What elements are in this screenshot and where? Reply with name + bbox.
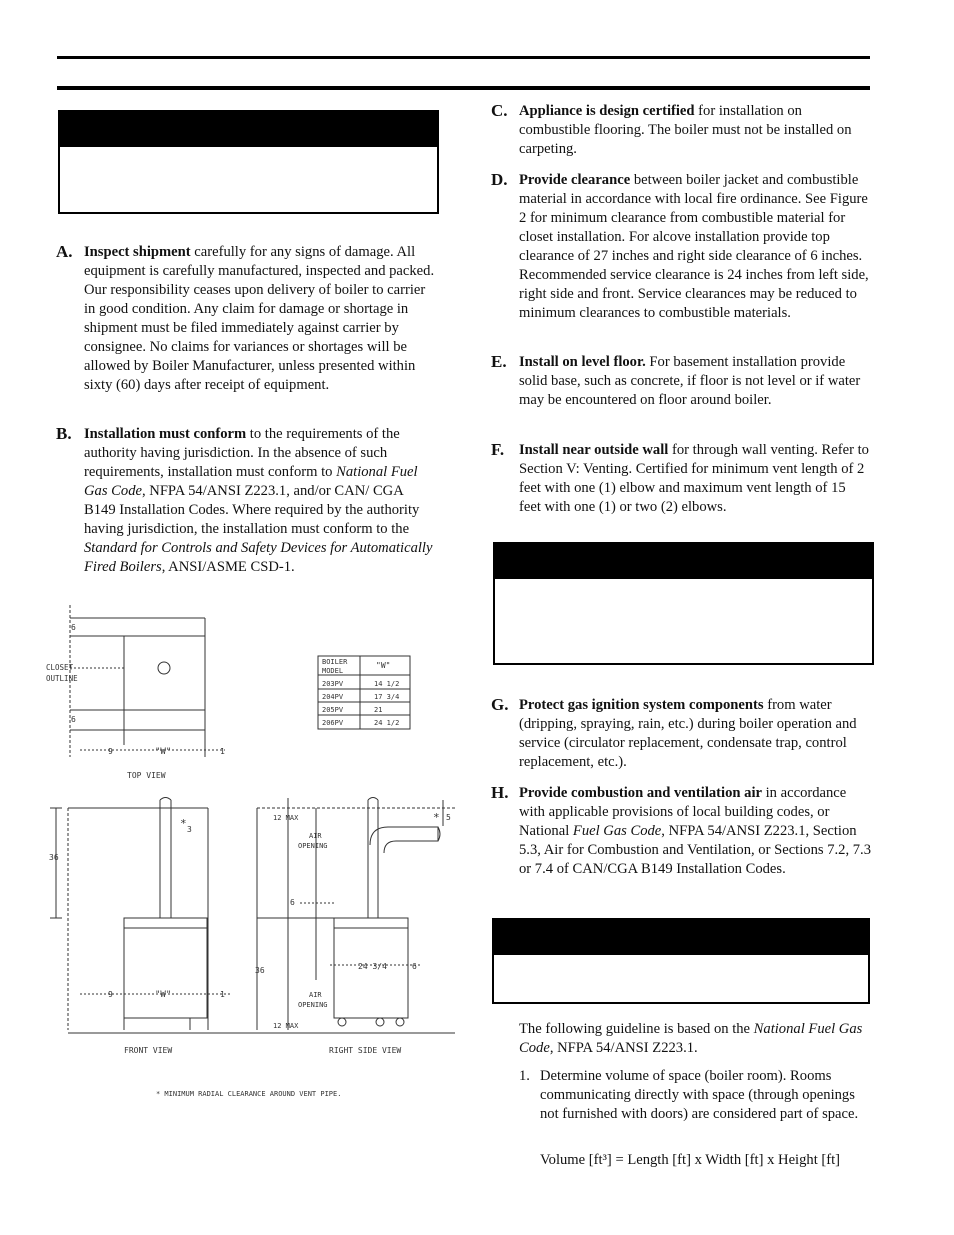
right-view-dim-6-right: 6: [412, 962, 417, 971]
right-view-dim-6-side: 6: [290, 898, 295, 907]
section-c-heading: Appliance is design certified: [519, 103, 695, 119]
table-width: 14 1/2: [374, 680, 400, 688]
section-a-heading: Inspect shipment: [84, 244, 191, 260]
section-letter: G.: [491, 695, 509, 714]
guideline-text: , NFPA 54/ANSI Z223.1.: [549, 1040, 698, 1056]
section-letter: D.: [491, 170, 508, 189]
closet-outline-label-2: OUTLINE: [46, 674, 78, 683]
figure-footnote: * MINIMUM RADIAL CLEARANCE AROUND VENT PIPE.: [156, 1090, 342, 1098]
top-view-drawing: [70, 605, 225, 757]
table-width: 17 3/4: [374, 693, 400, 701]
table-model: 205PV: [322, 706, 344, 714]
code-title: National Fuel Gas Code: [519, 1021, 863, 1056]
air-opening-bottom-line2: OPENING: [298, 1001, 328, 1009]
section-e-heading: Install on level floor.: [519, 354, 646, 370]
right-side-view-label: RIGHT SIDE VIEW: [329, 1046, 402, 1055]
front-view-w: "W": [155, 990, 172, 1000]
step-number: 1.: [519, 1068, 530, 1084]
table-header-boiler: BOILER: [322, 658, 348, 666]
closet-outline-label-1: CLOSET: [46, 663, 74, 672]
front-view-dim-36: 36: [49, 853, 59, 862]
right-view-max-12-bottom: 12 MAX: [273, 1022, 299, 1030]
table-model: 206PV: [322, 719, 344, 727]
section-letter: E.: [491, 352, 507, 371]
table-header-model: MODEL: [322, 667, 344, 675]
section-d-heading: Provide clearance: [519, 172, 631, 188]
vent-opening-circle: [158, 662, 170, 674]
front-view-star: *: [180, 817, 187, 830]
section-b-text: to the requirements of the authority having jurisdiction. In the absence of such requirements, installation must conform to: [84, 426, 400, 480]
section-f-text: for through wall venting. Refer to Section V: Venting. Certified for minimum vent length of 2 feet with one (1) elbow and maximum vent length of 15 feet with one (1) or two (2) elbows.: [519, 442, 869, 515]
table-model: 204PV: [322, 693, 344, 701]
air-opening-top-line2: OPENING: [298, 842, 328, 850]
section-c-text: for installation on combustible flooring. The boiler must not be installed on carpeting.: [519, 103, 852, 157]
step-text: Determine volume of space (boiler room). Rooms communicating directly with space (through openings not furnished with doors) are considered part of space.: [540, 1068, 859, 1122]
section-d-text: between boiler jacket and combustible material in accordance with local fire ordinance. See Figure 2 for minimum clearance from combustible material for closet installation. For alcove installation provide top clearance of 27 inches and right side clearance of 6 inches. Recommended service clearance is 24 inches from left side, right side and front. Service clearances may be reduced to minimum clearances to combustible materials.: [519, 172, 869, 321]
right-side-view-drawing: [257, 798, 455, 1031]
section-g-heading: Protect gas ignition system components: [519, 697, 764, 713]
front-view-label: FRONT VIEW: [124, 1046, 173, 1055]
right-view-max-12-top: 12 MAX: [273, 814, 299, 822]
section-letter: F.: [491, 440, 505, 459]
section-h-text: , NFPA 54/ANSI Z223.1, Section 5.3, Air for Combustion and Ventilation, or Sections 7.2, 7.3 or 7.4 of CAN/CGA B149 Installation Codes.: [519, 823, 871, 877]
section-h-heading: Provide combustion and ventilation air: [519, 785, 762, 801]
section-letter: A.: [56, 242, 73, 261]
table-width: 24 1/2: [374, 719, 400, 727]
section-letter: H.: [491, 783, 509, 802]
top-view-dim-9: 9: [108, 747, 113, 756]
section-a-text: carefully for any signs of damage. All equipment is carefully manufactured, inspected and packed. Our responsibility ceases upon delivery of boiler to carrier in good condition. Any claim for damage or shortage in shipment must be filed immediately against carrier by consignee. No claims for variances or shortages will be allowed by Boiler Manufacturer, unless presented within sixty (60) days after receipt of equipment.: [84, 244, 435, 393]
table-width: 21: [374, 706, 383, 714]
right-view-dim-5: 5: [446, 813, 451, 822]
section-e-text: For basement installation provide solid base, such as concrete, if floor is not level or if water may be encountered on floor around boiler.: [519, 354, 861, 408]
top-view-dim-6b: 6: [71, 715, 76, 724]
top-view-dim-6a: 6: [71, 623, 76, 632]
air-opening-top-line1: AIR: [309, 832, 322, 840]
right-view-dim-36: 36: [255, 966, 265, 975]
section-b-text: , NFPA 54/ANSI Z223.1, and/or CAN/ CGA B149 Installation Codes. Where required by the authority having jurisdiction, the installation must conform to the: [84, 483, 420, 537]
guideline-text: The following guideline is based on the: [519, 1021, 754, 1037]
table-model: 203PV: [322, 680, 344, 688]
section-h-text: in accordance with applicable provisions of local building codes, or National: [519, 785, 847, 839]
right-view-dim-24: 24 3/4: [358, 962, 387, 971]
right-view-star: *: [433, 811, 440, 824]
section-b-heading: Installation must conform: [84, 426, 247, 442]
table-header-w: "W": [376, 661, 391, 670]
formula-text: Volume [ft³] = Length [ft] x Width [ft] x Height [ft]: [540, 1152, 841, 1168]
front-view-dim-3: 3: [187, 825, 192, 834]
section-letter: B.: [56, 424, 72, 443]
front-view-dim-9: 9: [108, 990, 113, 999]
front-view-dim-1: 1: [220, 990, 225, 999]
section-f-heading: Install near outside wall: [519, 442, 669, 458]
top-view-w: "W": [155, 747, 172, 757]
code-title: Fuel Gas Code: [572, 823, 662, 839]
standard-title: Standard for Controls and Safety Devices for Automatically Fired Boilers: [84, 540, 433, 575]
section-g-text: from water (dripping, spraying, rain, etc.) during boiler operation and service (circulator replacement, condensate trap, control replacement, etc.).: [519, 697, 857, 770]
code-title: National Fuel Gas Code: [84, 464, 418, 499]
top-view-label: TOP VIEW: [127, 771, 166, 780]
air-opening-bottom-line1: AIR: [309, 991, 322, 999]
section-letter: C.: [491, 101, 508, 120]
section-b-text: , ANSI/ASME CSD-1.: [161, 559, 295, 575]
top-view-dim-1: 1: [220, 747, 225, 756]
